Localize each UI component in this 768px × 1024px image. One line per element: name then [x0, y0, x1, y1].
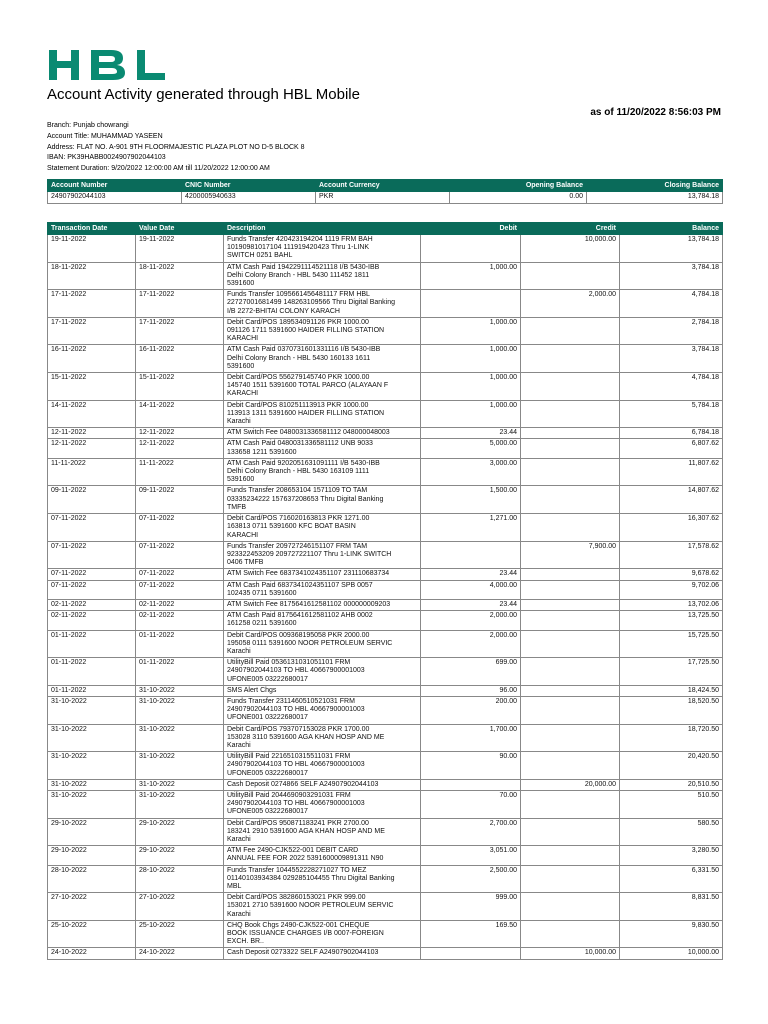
description: Cash Deposit 0274866 SELF A24907902044103 [224, 779, 421, 790]
col-opening-balance: Opening Balance [450, 180, 587, 192]
credit [521, 514, 620, 542]
transaction-date: 14-11-2022 [48, 400, 136, 428]
transaction-date: 01-11-2022 [48, 658, 136, 686]
transactions-table [47, 222, 723, 960]
description: Funds Transfer 1095661456481117 FRM HBL 22727001681499 148263109566 Thru Digital Banking I/B 2272-BHITAI COLONY KARACH [224, 290, 421, 318]
col-value-date: Value Date [136, 223, 224, 235]
description: Debit Card/POS 556279145740 PKR 1000.00 145740 1511 5391600 TOTAL PARCO (ALAYAAN F KARACHI [224, 373, 421, 401]
value-date: 18-11-2022 [136, 262, 224, 290]
debit: 4,000.00 [421, 580, 521, 599]
debit [421, 948, 521, 959]
transaction-date: 17-11-2022 [48, 317, 136, 345]
balance: 18,424.50 [620, 685, 723, 696]
debit [421, 235, 521, 263]
description: ATM Cash Paid 1942291114521118 I/B 5430-IBB Delhi Colony Branch - HBL 5430 111452 1811 5391600 [224, 262, 421, 290]
value-date: 15-11-2022 [136, 373, 224, 401]
description: Funds Transfer 1044552228271027 TO MEZ 01140103934384 029285104455 Thru Digital Banking MBL [224, 865, 421, 893]
description: Debit Card/POS 793707153028 PKR 1700.00 153028 3110 5391600 AGA KHAN HOSP AND ME Karachi [224, 724, 421, 752]
balance: 20,510.50 [620, 779, 723, 790]
balance: 3,784.18 [620, 345, 723, 373]
value-date: 27-10-2022 [136, 893, 224, 921]
debit: 699.00 [421, 658, 521, 686]
value-date: 31-10-2022 [136, 696, 224, 724]
credit [521, 439, 620, 458]
value-date: 07-11-2022 [136, 541, 224, 569]
transaction-date: 16-11-2022 [48, 345, 136, 373]
value-date: 28-10-2022 [136, 865, 224, 893]
transaction-date: 31-10-2022 [48, 752, 136, 780]
description: ATM Cash Paid 0480031336581112 UNB 9033 133658 1211 5391600 [224, 439, 421, 458]
transaction-date: 11-11-2022 [48, 458, 136, 486]
description: Debit Card/POS 716020163813 PKR 1271.00 163813 0711 5391600 KFC BOAT BASIN KARACHI [224, 514, 421, 542]
credit [521, 630, 620, 658]
value-date: 14-11-2022 [136, 400, 224, 428]
col-account-currency: Account Currency [316, 180, 450, 192]
credit [521, 893, 620, 921]
value-date: 12-11-2022 [136, 428, 224, 439]
description: Debit Card/POS 382860153021 PKR 999.00 153021 2710 5391600 NOOR PETROLEUM SERVIC Karachi [224, 893, 421, 921]
debit: 2,500.00 [421, 865, 521, 893]
transaction-date: 07-11-2022 [48, 514, 136, 542]
transaction-date: 12-11-2022 [48, 439, 136, 458]
table-row [48, 948, 723, 959]
value-date: 02-11-2022 [136, 599, 224, 610]
credit [521, 865, 620, 893]
table-row [48, 790, 723, 818]
value-date: 25-10-2022 [136, 920, 224, 948]
credit [521, 262, 620, 290]
debit: 1,000.00 [421, 345, 521, 373]
transaction-date: 31-10-2022 [48, 696, 136, 724]
transaction-date: 29-10-2022 [48, 818, 136, 846]
balance: 17,725.50 [620, 658, 723, 686]
balance: 18,520.50 [620, 696, 723, 724]
description: ATM Switch Fee 8175641612581102 000000009203 [224, 599, 421, 610]
table-row [48, 235, 723, 263]
balance: 11,807.62 [620, 458, 723, 486]
debit: 23.44 [421, 428, 521, 439]
balance: 4,784.18 [620, 373, 723, 401]
table-row [48, 846, 723, 865]
account-title-line: Account Title: MUHAMMAD YASEEN [47, 132, 163, 140]
balance: 10,000.00 [620, 948, 723, 959]
debit: 1,700.00 [421, 724, 521, 752]
debit: 1,000.00 [421, 262, 521, 290]
table-row [48, 569, 723, 580]
value-date: 16-11-2022 [136, 345, 224, 373]
transaction-date: 09-11-2022 [48, 486, 136, 514]
balance: 8,831.50 [620, 893, 723, 921]
credit [521, 658, 620, 686]
debit: 200.00 [421, 696, 521, 724]
table-row [48, 818, 723, 846]
description: ATM Cash Paid 6837341024351107 SPB 0057 102435 0711 5391600 [224, 580, 421, 599]
balance: 13,702.06 [620, 599, 723, 610]
value-date: 17-11-2022 [136, 317, 224, 345]
debit: 3,051.00 [421, 846, 521, 865]
debit: 96.00 [421, 685, 521, 696]
credit: 20,000.00 [521, 779, 620, 790]
value-date: 31-10-2022 [136, 752, 224, 780]
description: Debit Card/POS 810251113913 PKR 1000.00 113913 1311 5391600 HAIDER FILLING STATION Karachi [224, 400, 421, 428]
description: ATM Cash Paid 9202051631091111 I/B 5430-IBB Delhi Colony Branch - HBL 5430 163109 1111 5391600 [224, 458, 421, 486]
description: Funds Transfer 208653104 1571109 TO TAM 03335234222 157637208653 Thru Digital Banking TMFB [224, 486, 421, 514]
credit [521, 580, 620, 599]
table-row [48, 439, 723, 458]
credit [521, 685, 620, 696]
transaction-date: 01-11-2022 [48, 630, 136, 658]
transaction-date: 07-11-2022 [48, 569, 136, 580]
value-date: 07-11-2022 [136, 569, 224, 580]
balance: 15,725.50 [620, 630, 723, 658]
debit [421, 541, 521, 569]
description: ATM Switch Fee 6837341024351107 231110683734 [224, 569, 421, 580]
account-info [47, 121, 305, 175]
description: ATM Switch Fee 0480031336581112 048000048003 [224, 428, 421, 439]
transaction-date: 01-11-2022 [48, 685, 136, 696]
table-row [48, 345, 723, 373]
account-summary-table [47, 179, 723, 204]
balance: 2,784.18 [620, 317, 723, 345]
debit: 5,000.00 [421, 439, 521, 458]
balance: 3,280.50 [620, 846, 723, 865]
credit: 7,900.00 [521, 541, 620, 569]
debit [421, 779, 521, 790]
debit: 1,000.00 [421, 317, 521, 345]
description: Debit Card/POS 009368195058 PKR 2000.00 195058 0111 5391600 NOOR PETROLEUM SERVIC Karachi [224, 630, 421, 658]
col-transaction-date: Transaction Date [48, 223, 136, 235]
description: SMS Alert Chgs [224, 685, 421, 696]
table-row [48, 658, 723, 686]
credit [521, 611, 620, 630]
table-row [48, 724, 723, 752]
description: ATM Fee 2490-CJK522-001 DEBIT CARD ANNUAL FEE FOR 2022 5391600009891311 N90 [224, 846, 421, 865]
transaction-date: 18-11-2022 [48, 262, 136, 290]
balance: 16,307.62 [620, 514, 723, 542]
credit [521, 724, 620, 752]
balance: 4,784.18 [620, 290, 723, 318]
hbl-logo [47, 48, 177, 82]
table-row [48, 486, 723, 514]
table-row [48, 696, 723, 724]
balance: 6,807.62 [620, 439, 723, 458]
balance: 13,725.50 [620, 611, 723, 630]
description: Funds Transfer 2311460510521031 FRM 24907902044103 TO HBL 40667900001003 UFONE001 03222680017 [224, 696, 421, 724]
value-date: 01-11-2022 [136, 658, 224, 686]
value-date: 19-11-2022 [136, 235, 224, 263]
debit: 3,000.00 [421, 458, 521, 486]
table-row [48, 262, 723, 290]
value-date: 31-10-2022 [136, 724, 224, 752]
credit [521, 317, 620, 345]
description: ATM Cash Paid 8175641612581102 AHB 0002 161258 0211 5391600 [224, 611, 421, 630]
credit [521, 345, 620, 373]
account-header-row [48, 180, 723, 192]
table-row [48, 428, 723, 439]
description: Cash Deposit 0273322 SELF A24907902044103 [224, 948, 421, 959]
table-row [48, 400, 723, 428]
table-row [48, 580, 723, 599]
credit [521, 428, 620, 439]
col-closing-balance: Closing Balance [587, 180, 723, 192]
table-row [48, 373, 723, 401]
value-date: 09-11-2022 [136, 486, 224, 514]
opening-balance: 0.00 [450, 192, 587, 204]
balance: 3,784.18 [620, 262, 723, 290]
transaction-date: 27-10-2022 [48, 893, 136, 921]
balance: 5,784.18 [620, 400, 723, 428]
balance: 6,331.50 [620, 865, 723, 893]
value-date: 31-10-2022 [136, 779, 224, 790]
credit [521, 696, 620, 724]
transaction-date: 24-10-2022 [48, 948, 136, 959]
balance: 20,420.50 [620, 752, 723, 780]
credit [521, 920, 620, 948]
balance: 14,807.62 [620, 486, 723, 514]
closing-balance: 13,784.18 [587, 192, 723, 204]
credit [521, 752, 620, 780]
balance: 6,784.18 [620, 428, 723, 439]
page-title: Account Activity generated through HBL Mobile [47, 86, 360, 103]
col-description: Description [224, 223, 421, 235]
debit: 1,000.00 [421, 373, 521, 401]
debit: 23.44 [421, 599, 521, 610]
debit: 1,000.00 [421, 400, 521, 428]
address-line: Address: FLAT NO. A-901 9TH FLOORMAJESTIC PLAZA PLOT NO D-5 BLOCK 8 [47, 143, 305, 151]
as-of-timestamp: as of 11/20/2022 8:56:03 PM [590, 107, 721, 118]
transaction-date: 31-10-2022 [48, 779, 136, 790]
debit: 999.00 [421, 893, 521, 921]
credit: 2,000.00 [521, 290, 620, 318]
debit: 70.00 [421, 790, 521, 818]
value-date: 07-11-2022 [136, 580, 224, 599]
value-date: 12-11-2022 [136, 439, 224, 458]
credit [521, 599, 620, 610]
description: UtilityBill Paid 2216510315511031 FRM 24907902044103 TO HBL 40667900001003 UFONE005 03222680017 [224, 752, 421, 780]
table-row [48, 893, 723, 921]
value-date: 29-10-2022 [136, 818, 224, 846]
debit: 2,000.00 [421, 630, 521, 658]
description: UtilityBill Paid 2044690903291031 FRM 24907902044103 TO HBL 40667900001003 UFONE005 03222680017 [224, 790, 421, 818]
credit [521, 818, 620, 846]
credit: 10,000.00 [521, 948, 620, 959]
transaction-date: 29-10-2022 [48, 846, 136, 865]
table-row [48, 865, 723, 893]
balance: 13,784.18 [620, 235, 723, 263]
value-date: 02-11-2022 [136, 611, 224, 630]
credit [521, 569, 620, 580]
description: CHQ Book Chgs 2490-CJK522-001 CHEQUE BOOK ISSUANCE CHARGES I/B 0007-FOREIGN EXCH. BR.. [224, 920, 421, 948]
description: Debit Card/POS 950871183241 PKR 2700.00 183241 2910 5391600 AGA KHAN HOSP AND ME Karachi [224, 818, 421, 846]
value-date: 01-11-2022 [136, 630, 224, 658]
debit: 1,500.00 [421, 486, 521, 514]
description: ATM Cash Paid 0370731601331116 I/B 5430-IBB Delhi Colony Branch - HBL 5430 160133 1611 5391600 [224, 345, 421, 373]
transaction-date: 17-11-2022 [48, 290, 136, 318]
credit [521, 458, 620, 486]
col-balance: Balance [620, 223, 723, 235]
balance: 18,720.50 [620, 724, 723, 752]
transaction-date: 02-11-2022 [48, 599, 136, 610]
credit [521, 846, 620, 865]
transaction-date: 31-10-2022 [48, 790, 136, 818]
description: Debit Card/POS 189534091126 PKR 1000.00 091126 1711 5391600 HAIDER FILLING STATION KARACHI [224, 317, 421, 345]
table-row [48, 630, 723, 658]
balance: 580.50 [620, 818, 723, 846]
balance: 510.50 [620, 790, 723, 818]
balance: 9,702.06 [620, 580, 723, 599]
description: Funds Transfer 209727246151107 FRM TAM 923322453209 209727221107 Thru 1-LINK SWITCH 0406 TMFB [224, 541, 421, 569]
col-cnic-number: CNIC Number [182, 180, 316, 192]
credit [521, 790, 620, 818]
debit: 1,271.00 [421, 514, 521, 542]
table-row [48, 685, 723, 696]
debit [421, 290, 521, 318]
branch-line: Branch: Punjab chowrangi [47, 122, 129, 129]
value-date: 24-10-2022 [136, 948, 224, 959]
debit: 23.44 [421, 569, 521, 580]
transaction-date: 28-10-2022 [48, 865, 136, 893]
table-row [48, 290, 723, 318]
balance: 9,830.50 [620, 920, 723, 948]
transaction-date: 07-11-2022 [48, 541, 136, 569]
value-date: 07-11-2022 [136, 514, 224, 542]
value-date: 29-10-2022 [136, 846, 224, 865]
debit: 2,700.00 [421, 818, 521, 846]
col-credit: Credit [521, 223, 620, 235]
debit: 169.50 [421, 920, 521, 948]
table-row [48, 514, 723, 542]
table-row [48, 920, 723, 948]
statement-duration-line: Statement Duration: 9/20/2022 12:00:00 AM till 11/20/2022 12:00:00 AM [47, 165, 270, 173]
col-debit: Debit [421, 223, 521, 235]
iban-line: IBAN: PK39HABB0024907902044103 [47, 154, 166, 162]
transactions-body [48, 235, 723, 960]
transaction-date: 07-11-2022 [48, 580, 136, 599]
account-number: 24907902044103 [48, 192, 182, 204]
credit [521, 373, 620, 401]
transactions-header-row [48, 223, 723, 235]
description: UtilityBill Paid 0536131031051101 FRM 24907902044103 TO HBL 40667900001003 UFONE005 03222680017 [224, 658, 421, 686]
value-date: 31-10-2022 [136, 685, 224, 696]
transaction-date: 02-11-2022 [48, 611, 136, 630]
credit [521, 486, 620, 514]
description: Funds Transfer 420423194204 1119 FRM BAH 10190981017104 111919420423 Thru 1-LINK SWITCH 0251 BAHL [224, 235, 421, 263]
transaction-date: 31-10-2022 [48, 724, 136, 752]
transaction-date: 12-11-2022 [48, 428, 136, 439]
transaction-date: 19-11-2022 [48, 235, 136, 263]
transaction-date: 15-11-2022 [48, 373, 136, 401]
balance: 17,578.62 [620, 541, 723, 569]
table-row [48, 599, 723, 610]
table-row [48, 317, 723, 345]
credit: 10,000.00 [521, 235, 620, 263]
cnic-number: 4200005940633 [182, 192, 316, 204]
account-currency: PKR [316, 192, 450, 204]
transaction-date: 25-10-2022 [48, 920, 136, 948]
table-row [48, 752, 723, 780]
debit: 2,000.00 [421, 611, 521, 630]
table-row [48, 611, 723, 630]
debit: 90.00 [421, 752, 521, 780]
col-account-number: Account Number [48, 180, 182, 192]
value-date: 11-11-2022 [136, 458, 224, 486]
value-date: 31-10-2022 [136, 790, 224, 818]
table-row [48, 541, 723, 569]
table-row [48, 779, 723, 790]
credit [521, 400, 620, 428]
account-row [48, 192, 723, 204]
value-date: 17-11-2022 [136, 290, 224, 318]
balance: 9,678.62 [620, 569, 723, 580]
table-row [48, 458, 723, 486]
